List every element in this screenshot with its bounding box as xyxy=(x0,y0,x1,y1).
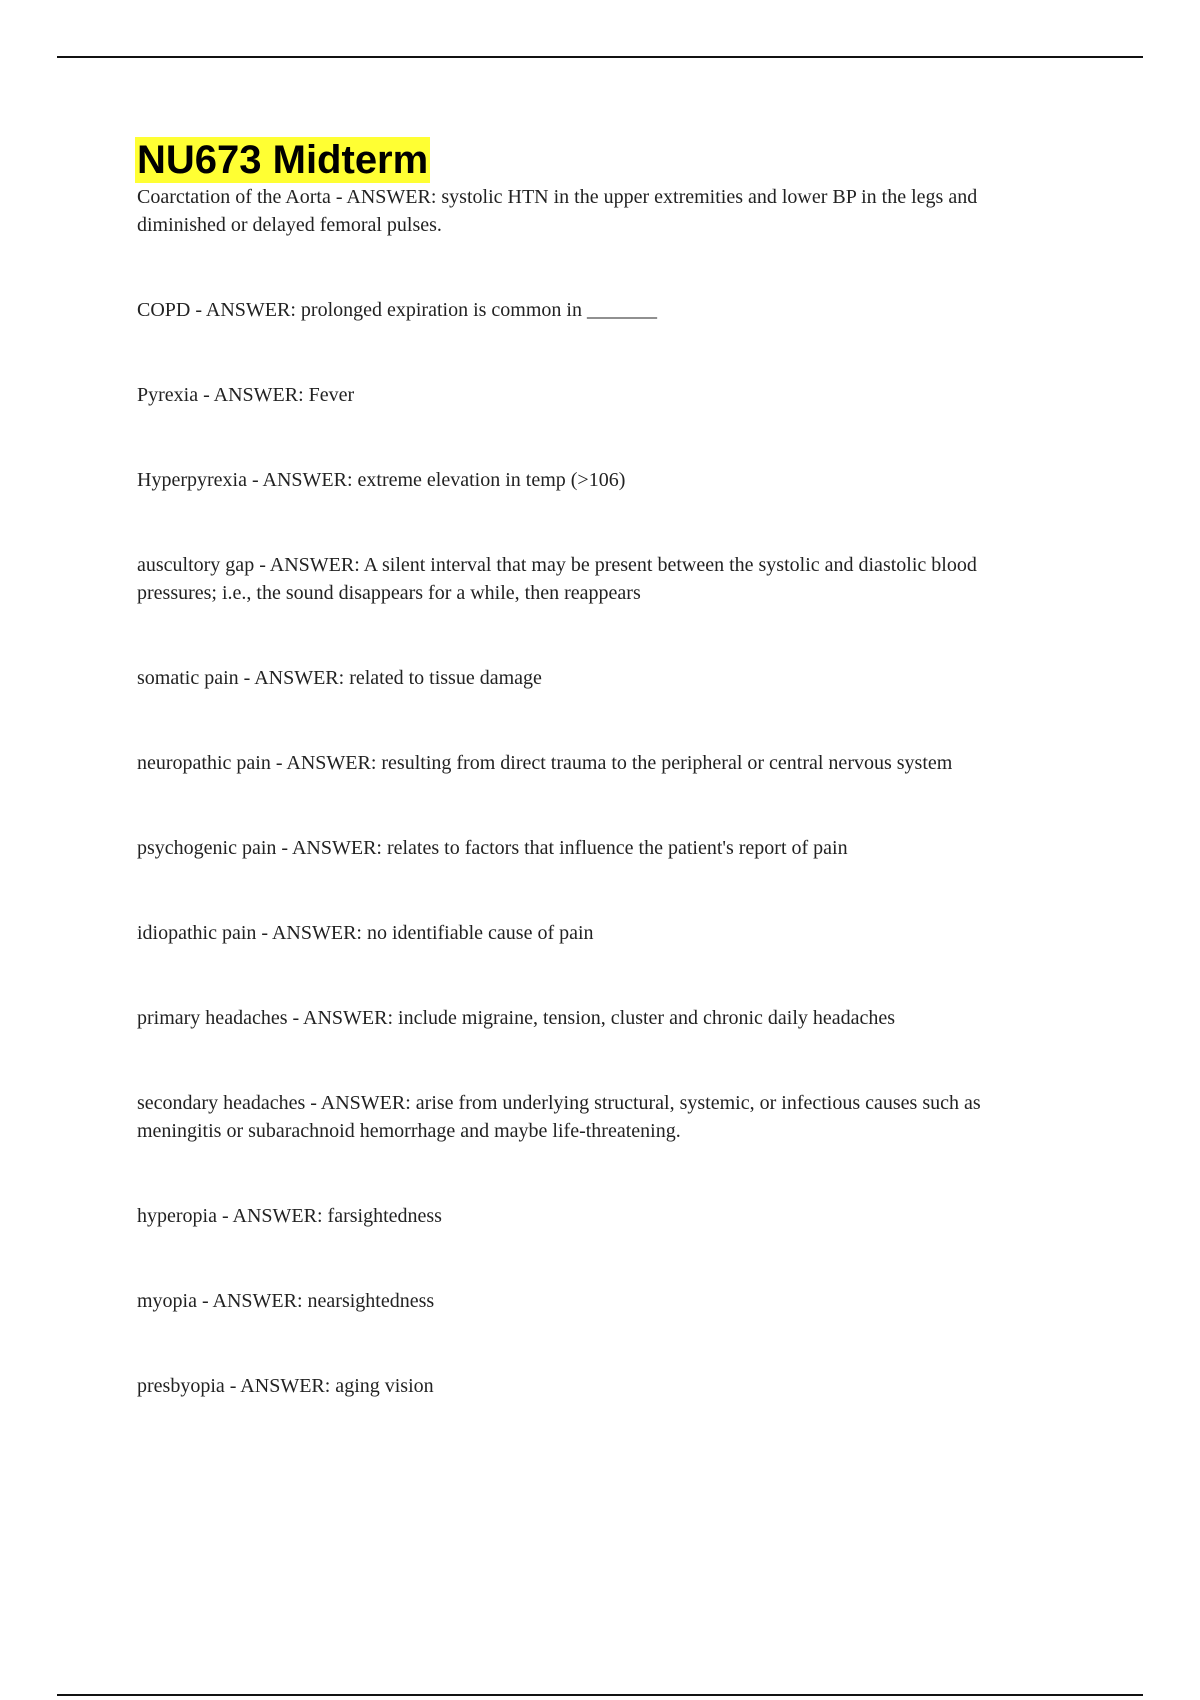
entry-psychogenic-pain: psychogenic pain - ANSWER: relates to factors that influence the patient's report of pain xyxy=(137,837,848,859)
entry-hyperpyrexia: Hyperpyrexia - ANSWER: extreme elevation in temp (>106) xyxy=(137,469,626,491)
entry-neuropathic-pain: neuropathic pain - ANSWER: resulting from direct trauma to the peripheral or central nervous system xyxy=(137,752,953,774)
entry-hyperopia: hyperopia - ANSWER: farsightedness xyxy=(137,1205,442,1227)
top-rule xyxy=(57,56,1143,58)
entry-pyrexia: Pyrexia - ANSWER: Fever xyxy=(137,384,355,406)
bottom-rule xyxy=(57,1694,1143,1696)
document-title: NU673 Midterm xyxy=(137,138,429,182)
entry-secondary-headaches: secondary headaches - ANSWER: arise from underlying structural, systemic, or infectious causes such as meningitis or subarachnoid hemorrhage and maybe life-threatening. xyxy=(137,1092,981,1142)
entry-myopia: myopia - ANSWER: nearsightedness xyxy=(137,1290,435,1312)
entry-list xyxy=(137,183,1057,1400)
entry-coarctation: Coarctation of the Aorta - ANSWER: systolic HTN in the upper extremities and lower BP in the legs and diminished or delayed femoral pulses. xyxy=(137,186,978,236)
entry-somatic-pain: somatic pain - ANSWER: related to tissue damage xyxy=(137,667,542,689)
entry-presbyopia: presbyopia - ANSWER: aging vision xyxy=(137,1375,434,1397)
entry-primary-headaches: primary headaches - ANSWER: include migraine, tension, cluster and chronic daily headaches xyxy=(137,1007,896,1029)
entry-idiopathic-pain: idiopathic pain - ANSWER: no identifiable cause of pain xyxy=(137,922,594,944)
document-content xyxy=(137,137,1057,1457)
entry-copd: COPD - ANSWER: prolonged expiration is common in _______ xyxy=(137,299,657,321)
entry-auscultory-gap: auscultory gap - ANSWER: A silent interval that may be present between the systolic and diastolic blood pressures; i.e., the sound disappears for a while, then reappears xyxy=(137,554,977,604)
